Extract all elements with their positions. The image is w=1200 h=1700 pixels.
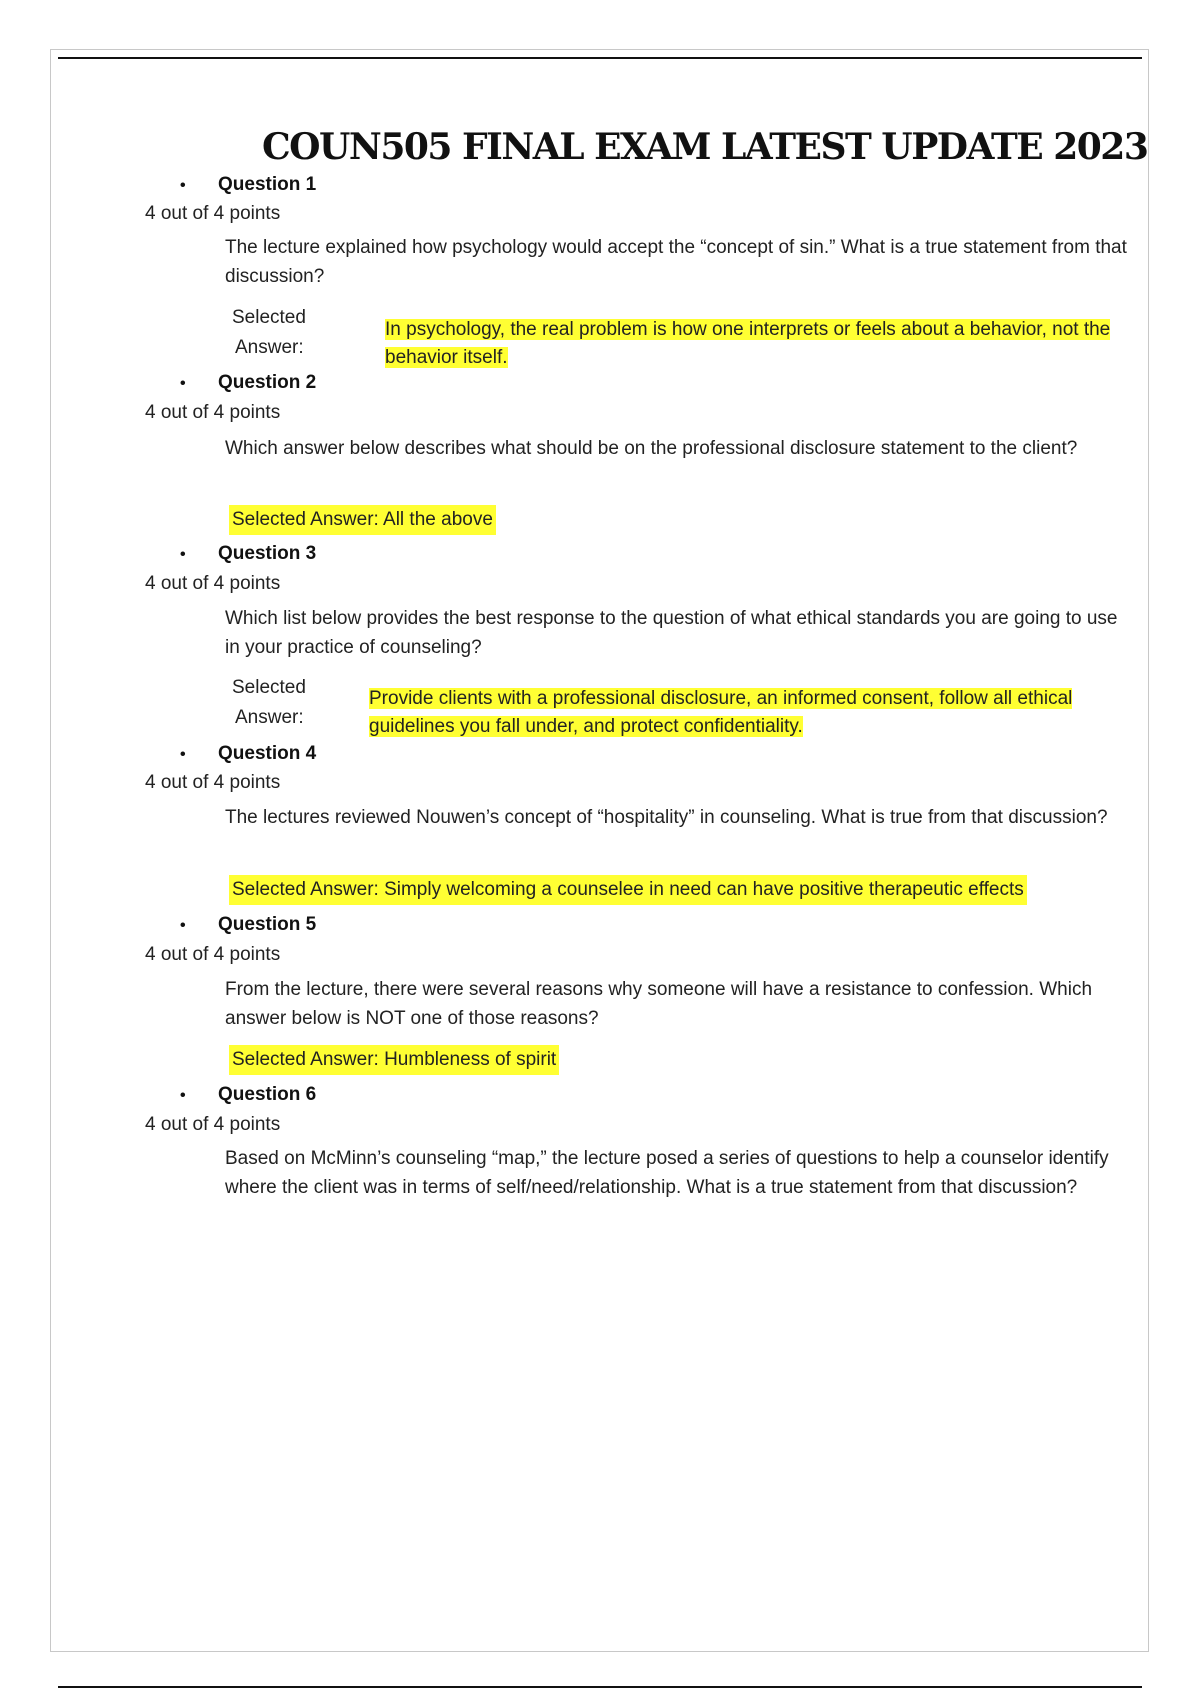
question-6-heading <box>180 1084 316 1106</box>
question-1-prompt: The lecture explained how psychology would accept the “concept of sin.” What is a true statement from that discussion? <box>225 237 1127 287</box>
question-6-points: 4 out of 4 points <box>145 1114 281 1135</box>
question-2-prompt: Which answer below describes what should be on the professional disclosure statement to the client? <box>225 438 1078 459</box>
bullet-icon: • <box>180 917 186 934</box>
document-title: COUN505 FINAL EXAM LATEST UPDATE 2023 <box>262 126 1148 168</box>
top-rule <box>58 57 1142 59</box>
bullet-icon: • <box>180 546 186 563</box>
question-3-heading <box>180 543 316 565</box>
question-label: Question 3 <box>218 543 317 564</box>
question-4-prompt: The lectures reviewed Nouwen’s concept of “hospitality” in counseling. What is true from that discussion? <box>225 807 1108 828</box>
question-2-answer: Selected Answer: All the above <box>229 505 496 535</box>
question-1-heading <box>180 174 316 196</box>
bullet-icon: • <box>180 375 186 392</box>
question-label: Question 5 <box>218 914 317 935</box>
question-2-heading <box>180 372 316 394</box>
question-4-points: 4 out of 4 points <box>145 772 281 793</box>
question-label: Question 6 <box>218 1084 317 1105</box>
question-2-points: 4 out of 4 points <box>145 402 281 423</box>
question-3-points: 4 out of 4 points <box>145 573 281 594</box>
question-4-answer: Selected Answer: Simply welcoming a counselee in need can have positive therapeutic effects <box>229 875 1027 905</box>
question-label: Question 4 <box>218 743 317 764</box>
question-1-selected-label: Selected Answer: <box>232 307 306 358</box>
bullet-icon: • <box>180 1087 186 1104</box>
bullet-icon: • <box>180 177 186 194</box>
question-3-prompt: Which list below provides the best response to the question of what ethical standards you are going to use in your practice of counseling? <box>225 608 1118 658</box>
question-3-selected-label: Selected Answer: <box>232 677 306 728</box>
bottom-rule <box>58 1686 1142 1688</box>
question-5-prompt: From the lecture, there were several reasons why someone will have a resistance to confession. Which answer below is NOT one of those reasons? <box>225 979 1093 1029</box>
question-5-answer: Selected Answer: Humbleness of spirit <box>229 1045 559 1075</box>
question-1-answer: In psychology, the real problem is how one interprets or feels about a behavior, not the behavior itself. <box>385 319 1111 368</box>
question-5-heading <box>180 914 316 936</box>
bullet-icon: • <box>180 746 186 763</box>
question-label: Question 2 <box>218 372 317 393</box>
question-5-points: 4 out of 4 points <box>145 944 281 965</box>
question-6-prompt: Based on McMinn’s counseling “map,” the lecture posed a series of questions to help a counselor identify where the client was in terms of self/need/relationship. What is a true statement from that discussion? <box>225 1148 1109 1198</box>
question-3-answer: Provide clients with a professional disclosure, an informed consent, follow all ethical guidelines you fall under, and protect confidentiality. <box>369 688 1073 737</box>
question-label: Question 1 <box>218 174 317 195</box>
question-4-heading <box>180 743 316 765</box>
question-1-points: 4 out of 4 points <box>145 203 281 224</box>
